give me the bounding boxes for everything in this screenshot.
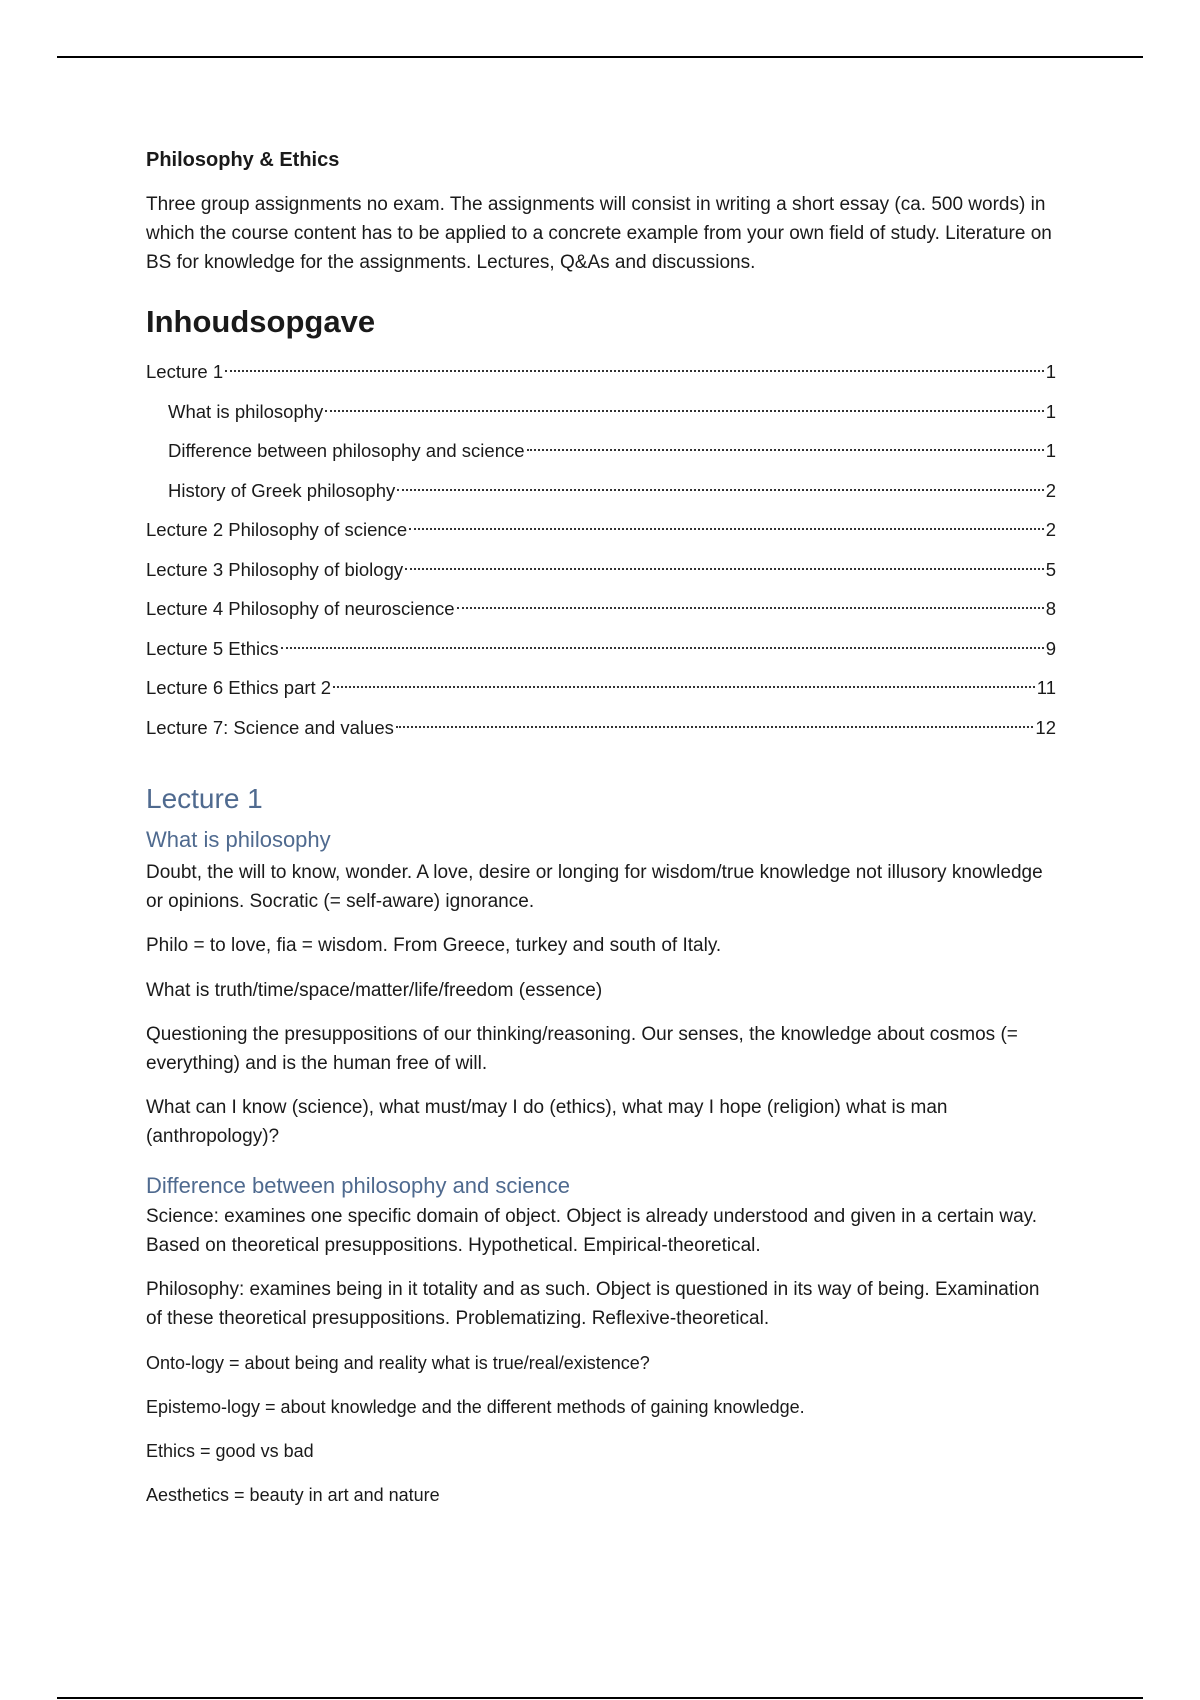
toc-leader [281,647,1044,649]
body-paragraph: What can I know (science), what must/may I do (ethics), what may I hope (religion) what is man (anthropology)? [146,1097,948,1147]
toc-entry-text: Lecture 7: Science and values [146,716,394,738]
toc-heading: Inhoudsopgave [146,304,376,339]
body-paragraph: Epistemo-logy = about knowledge and the different methods of gaining knowledge. [146,1397,805,1417]
toc-entry-lecture-2[interactable] [146,510,1056,550]
toc-entry-text: Lecture 1 [146,361,224,382]
toc-entry-text: What is philosophy [168,400,324,422]
toc-entry-history-greek[interactable] [146,471,1056,511]
toc-leader [325,410,1043,412]
bottom-rule [57,1697,1143,1699]
body-paragraph: Philosophy: examines being in it totality and as such. Object is questioned in its way of being. Examination of these theoretical presuppositions. Problematizing. Reflexive-theoretical. [146,1279,1040,1329]
toc-entry-text: Lecture 2 Philosophy of science [146,519,408,540]
body-paragraph: Science: examines one specific domain of object. Object is already understood and given in a certain way. Based on theoretical presuppositions. Hypothetical. Empirical-theoretical. [146,1206,1038,1256]
toc-entry-text: Lecture 3 Philosophy of biology [146,558,404,580]
document-title: Philosophy & Ethics [146,149,340,171]
toc-page-number: 5 [1045,558,1056,580]
toc-page-number: 1 [1045,361,1056,382]
toc-leader [333,686,1035,688]
toc-entry-lecture-7[interactable] [146,708,1056,748]
toc-leader [225,370,1044,372]
toc-entry-lecture-1[interactable] [146,352,1056,392]
top-rule [57,56,1143,58]
toc-entry-text: Lecture 5 Ethics [146,637,279,659]
toc-page-number: 1 [1045,400,1056,422]
toc-leader [409,528,1043,530]
body-paragraph: Onto-logy = about being and reality what is true/real/existence? [146,1353,650,1373]
toc-leader [396,726,1034,728]
body-paragraph: What is truth/time/space/matter/life/freedom (essence) [146,979,603,1001]
toc-leader [397,489,1043,491]
toc-page-number: 12 [1035,716,1056,738]
toc-page-number: 2 [1045,519,1056,540]
toc-page-number: 11 [1036,677,1056,698]
toc-entry-lecture-3[interactable] [146,550,1056,590]
lecture-1-heading: Lecture 1 [146,783,263,814]
toc-entry-lecture-5[interactable] [146,629,1056,669]
toc-entry-text: Lecture 6 Ethics part 2 [146,677,332,698]
toc-page-number: 2 [1045,479,1056,501]
toc-entry-lecture-4[interactable] [146,589,1056,629]
body-paragraph: Ethics = good vs bad [146,1441,314,1461]
toc-entry-text: History of Greek philosophy [168,479,396,501]
toc-page-number: 1 [1045,440,1056,461]
intro-paragraph: Three group assignments no exam. The assignments will consist in writing a short essay (ca. 500 words) in which the course content has to be applied to a concrete example from your own field of study. Literature on BS for knowledge for the assignments. Lectures, Q&As and discussions. [146,194,1052,273]
toc-entry-lecture-6[interactable] [146,668,1056,708]
table-of-contents [146,352,1056,747]
difference-heading: Difference between philosophy and science [146,1173,570,1198]
what-is-philosophy-heading: What is philosophy [146,827,331,852]
toc-entry-difference[interactable] [146,431,1056,471]
toc-entry-what-is-philosophy[interactable] [146,392,1056,432]
body-paragraph: Doubt, the will to know, wonder. A love, desire or longing for wisdom/true knowledge not illusory knowledge or opinions. Socratic (= self-aware) ignorance. [146,862,1043,912]
toc-page-number: 8 [1045,598,1056,619]
page-content [146,146,1056,1525]
body-paragraph: Questioning the presuppositions of our thinking/reasoning. Our senses, the knowledge about cosmos (= everything) and is the human free of will. [146,1024,1018,1074]
toc-leader [527,449,1044,451]
toc-entry-text: Difference between philosophy and science [168,440,525,461]
toc-leader [457,607,1044,609]
toc-entry-text: Lecture 4 Philosophy of neuroscience [146,598,455,619]
toc-leader [405,568,1044,570]
toc-page-number: 9 [1045,637,1056,659]
body-paragraph: Aesthetics = beauty in art and nature [146,1485,440,1505]
body-paragraph: Philo = to love, fia = wisdom. From Greece, turkey and south of Italy. [146,935,722,956]
